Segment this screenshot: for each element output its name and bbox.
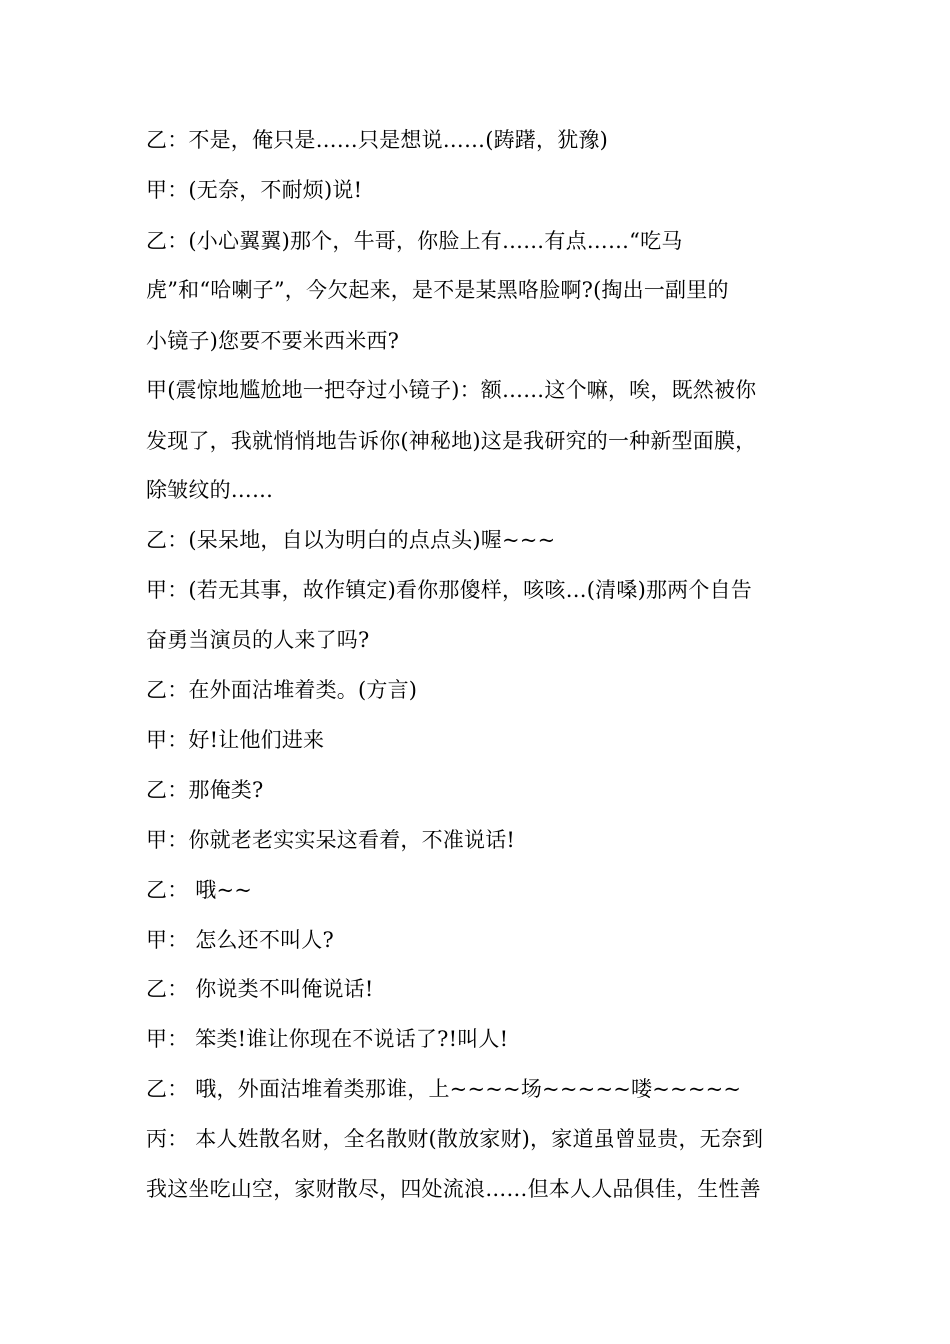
script-line: 甲：好!让他们进来	[146, 728, 325, 752]
script-line: 丙： 本人姓散名财，全名散财(散放家财)，家道虽曾显贵，无奈到	[146, 1127, 764, 1151]
script-line: 乙：(呆呆地，自以为明白的点点头)喔~~~	[146, 528, 556, 552]
script-line: 奋勇当演员的人来了吗?	[146, 628, 370, 652]
script-line: 乙： 你说类不叫俺说话!	[146, 977, 374, 1001]
script-line: 甲： 怎么还不叫人?	[146, 928, 334, 952]
script-line: 甲：(若无其事，故作镇定)看你那傻样，咳咳…(清嗓)那两个自告	[146, 578, 752, 602]
script-line: 甲(震惊地尴尬地一把夺过小镜子)：额……这个嘛，唉，既然被你	[146, 378, 757, 402]
script-line: 乙： 哦~~	[146, 878, 253, 902]
script-line: 甲： 笨类!谁让你现在不说话了?!叫人!	[146, 1027, 509, 1051]
script-line: 乙：那俺类?	[146, 778, 264, 802]
script-line: 除皱纹的……	[146, 478, 274, 502]
script-line: 甲：(无奈，不耐烦)说!	[146, 178, 363, 202]
script-line: 虎”和“哈喇子”，今欠起来，是不是某黑咯脸啊?(掏出一副里的	[146, 278, 729, 302]
script-line: 乙：(小心翼翼)那个，牛哥，你脸上有……有点……“吃马	[146, 229, 683, 253]
script-line: 发现了，我就悄悄地告诉你(神秘地)这是我研究的一种新型面膜，	[146, 429, 757, 453]
script-line: 乙：不是，俺只是……只是想说……(踌躇，犹豫)	[146, 128, 608, 152]
script-line: 小镜子)您要不要米西米西?	[146, 329, 400, 353]
script-line: 甲：你就老老实实呆这看着，不准说话!	[146, 828, 516, 852]
script-line: 乙： 哦，外面沽堆着类那谁，上~~~~场~~~~~喽~~~~~	[146, 1077, 742, 1101]
script-line: 乙：在外面沽堆着类。(方言)	[146, 678, 418, 702]
script-line: 我这坐吃山空，家财散尽，四处流浪……但本人人品俱佳，生性善	[146, 1177, 761, 1201]
